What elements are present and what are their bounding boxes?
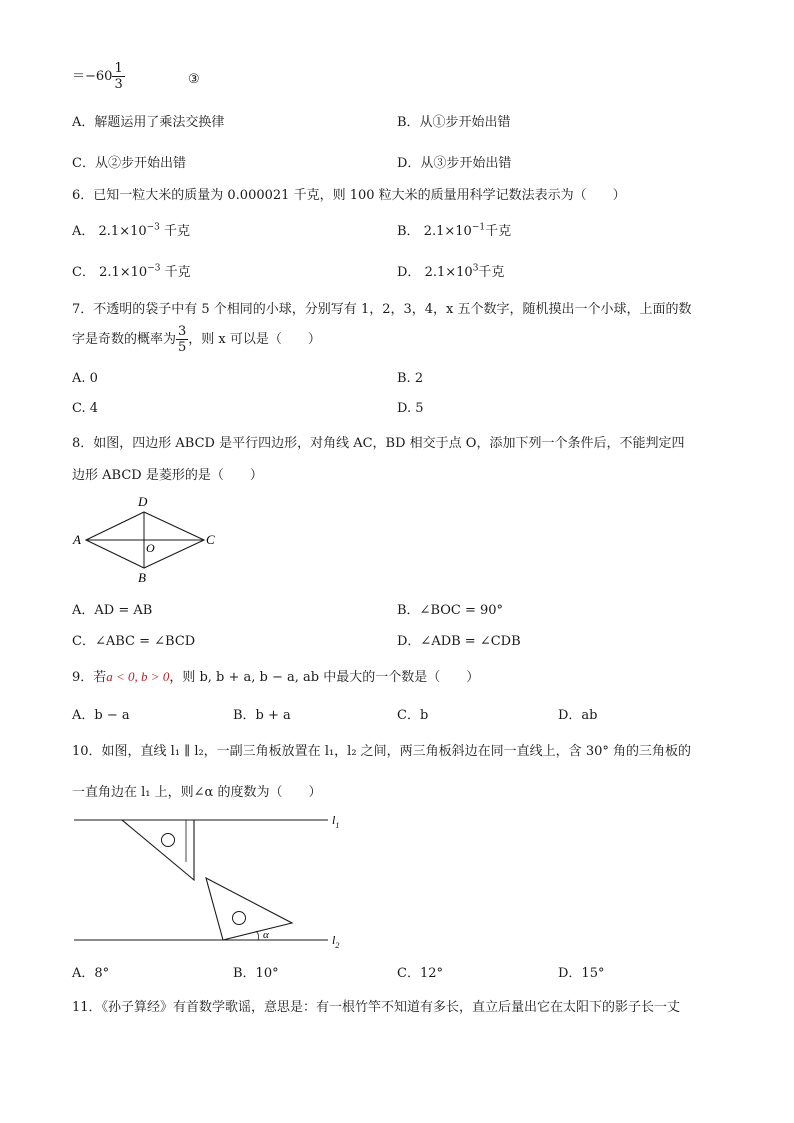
option-base: 2.1×10 [424,265,473,280]
q9-stem-pre: 9．若 [72,670,107,685]
q6-option-a [72,220,190,239]
option-unit: 千克 [159,224,191,239]
triangle-45deg-hole [233,912,246,925]
option-exponent: −1 [471,222,486,233]
alpha-angle-arc [256,931,259,940]
q5-option-c: C．从②步开始出错 [72,156,186,171]
q10-option-a: A．8° [72,966,110,981]
q5-option-d: D．从③步开始出错 [397,156,512,171]
q9-option-c: C．b [397,708,429,723]
option-label: C． [72,265,95,280]
q7-probability-fraction [176,325,188,354]
vertex-label-a: A [73,532,81,547]
q6-option-d [397,261,504,280]
option-exponent: −3 [146,222,160,233]
fraction-numerator: 1 [114,61,123,76]
q7-stem-line2 [72,325,321,354]
q8-option-a: A．AD = AB [72,603,153,618]
option-label: D． [397,265,421,280]
option-exponent: −3 [147,263,161,274]
q9-option-d: D．ab [558,708,598,723]
rhombus-figure [70,490,230,586]
q7-line2-pre: 字是奇数的概率为 [72,332,177,347]
triangle-30deg-hole [162,834,175,847]
q10-option-b: B．10° [233,966,279,981]
option-label: B． [397,224,420,239]
q7-option-d: D. 5 [397,401,424,416]
q10-option-c: C．12° [397,966,443,981]
triangle-rulers-figure [70,810,360,952]
q8-option-c: C．∠ABC = ∠BCD [72,634,196,649]
q5-option-b: B．从①步开始出错 [397,115,511,130]
q9-stem [72,666,479,685]
q7-line2-post: ，则 x 可以是（ ） [188,332,321,347]
fraction-denominator: 3 [114,77,123,92]
option-exponent: 3 [472,263,479,274]
q8-option-b: B．∠BOC = 90° [397,603,504,618]
q7-option-b: B. 2 [397,371,424,386]
q5-option-a: A．解题运用了乘法交换律 [72,115,225,130]
q8-option-d: D．∠ADB = ∠CDB [397,634,521,649]
line-l2-label: $l_2$ [332,933,340,950]
prev-step-prefix: ＝−60 [72,69,113,84]
q9-option-a: A．b − a [72,708,130,723]
q10-stem-line2: 一直角边在 l₁ 上，则∠α 的度数为（ ） [72,785,322,800]
q9-condition: a < 0, b > 0 [106,669,170,684]
q11-stem-line1: 11．《孙子算经》有首数学歌谣，意思是：有一根竹竿不知道有多长，直立后量出它在太阳下的影子长一丈 [72,1000,681,1015]
q7-option-c: C. 4 [72,401,99,416]
triangle-45deg [206,878,292,940]
line-l1-label: $l_1$ [332,813,340,830]
option-unit: 千克 [160,265,191,280]
q9-option-b: B．b + a [233,708,291,723]
q6-option-b [397,220,511,239]
q7-stem: 7．不透明的袋子中有 5 个相同的小球，分别写有 1，2，3，4，x 五个数字，随机摸出一个小球，上面的数 [72,302,692,317]
q10-stem-line1: 10．如图，直线 l₁ ∥ l₂，一副三角板放置在 l₁，l₂ 之间，两三角板斜边在同一直线上，含 30° 角的三角板的 [72,744,691,759]
option-unit: 千克 [478,265,505,280]
vertex-label-c: C [206,532,215,547]
prev-step-fraction [112,62,124,91]
angle-alpha-label: α [263,929,269,941]
q8-stem-line1: 8．如图，四边形 ABCD 是平行四边形，对角线 AC，BD 相交于点 O，添加下列一个条件后，不能判定四 [72,436,685,451]
option-base: 2.1×10 [423,224,472,239]
option-base: 2.1×10 [98,224,147,239]
vertex-label-d: D [138,494,148,509]
option-unit: 千克 [485,224,512,239]
center-label-o: O [146,541,155,555]
prev-step-line [72,62,125,91]
q9-stem-post: ，则 b, b + a, b − a, ab 中最大的一个数是（ ） [169,670,480,685]
q10-option-d: D．15° [558,966,605,981]
fraction-denominator: 5 [178,340,187,355]
q6-option-c [72,261,191,280]
q7-option-a: A. 0 [72,371,98,386]
option-label: A． [72,224,95,239]
step-marker-3: ③ [188,72,200,87]
vertex-label-b: B [138,570,146,585]
q6-stem: 6．已知一粒大米的质量为 0.000021 千克，则 100 粒大米的质量用科学记数法表示为（ ） [72,188,626,203]
triangle-30deg [122,820,194,880]
option-base: 2.1×10 [99,265,148,280]
fraction-numerator: 3 [178,324,187,339]
q8-stem-line2: 边形 ABCD 是菱形的是（ ） [72,468,263,483]
